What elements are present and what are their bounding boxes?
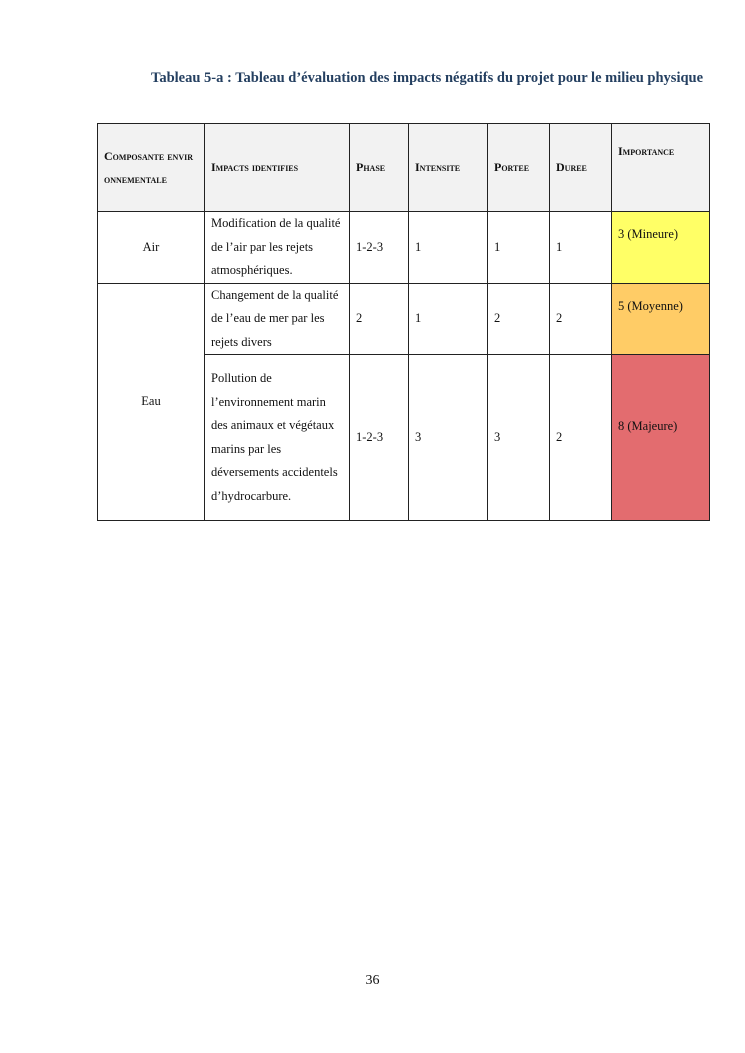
impact-cell: Changement de la qualité de l’eau de mer par les rejets divers: [205, 283, 350, 355]
importance-cell: 5 (Moyenne): [612, 283, 710, 355]
phase-cell: 1-2-3: [350, 355, 409, 521]
duree-cell: 1: [550, 212, 612, 284]
intensite-cell: 1: [409, 283, 488, 355]
header-importance: Importance: [612, 124, 710, 212]
header-composante: Composante environnementale: [98, 124, 205, 212]
table-header-row: [98, 124, 710, 212]
header-phase: Phase: [350, 124, 409, 212]
header-intensite: Intensite: [409, 124, 488, 212]
impact-evaluation-table: [97, 123, 710, 521]
impact-cell: Pollution de l’environnement marin des animaux et végétaux marins par les déversements accidentels d’hydrocarbure.: [205, 355, 350, 521]
table-row: [98, 212, 710, 284]
duree-cell: 2: [550, 355, 612, 521]
header-portee: Portee: [488, 124, 550, 212]
composante-cell: Eau: [98, 283, 205, 521]
impact-cell: Modification de la qualité de l’air par les rejets atmosphériques.: [205, 212, 350, 284]
portee-cell: 2: [488, 283, 550, 355]
phase-cell: 2: [350, 283, 409, 355]
importance-cell: 3 (Mineure): [612, 212, 710, 284]
importance-cell: 8 (Majeure): [612, 355, 710, 521]
table-caption: Tableau 5-a : Tableau d’évaluation des impacts négatifs du projet pour le milieu physique: [151, 70, 704, 86]
header-impacts: Impacts identifies: [205, 124, 350, 212]
duree-cell: 2: [550, 283, 612, 355]
portee-cell: 3: [488, 355, 550, 521]
header-duree: Duree: [550, 124, 612, 212]
portee-cell: 1: [488, 212, 550, 284]
composante-cell: Air: [98, 212, 205, 284]
phase-cell: 1-2-3: [350, 212, 409, 284]
page-number: 36: [365, 973, 380, 988]
intensite-cell: 3: [409, 355, 488, 521]
table-row: [98, 283, 710, 355]
intensite-cell: 1: [409, 212, 488, 284]
